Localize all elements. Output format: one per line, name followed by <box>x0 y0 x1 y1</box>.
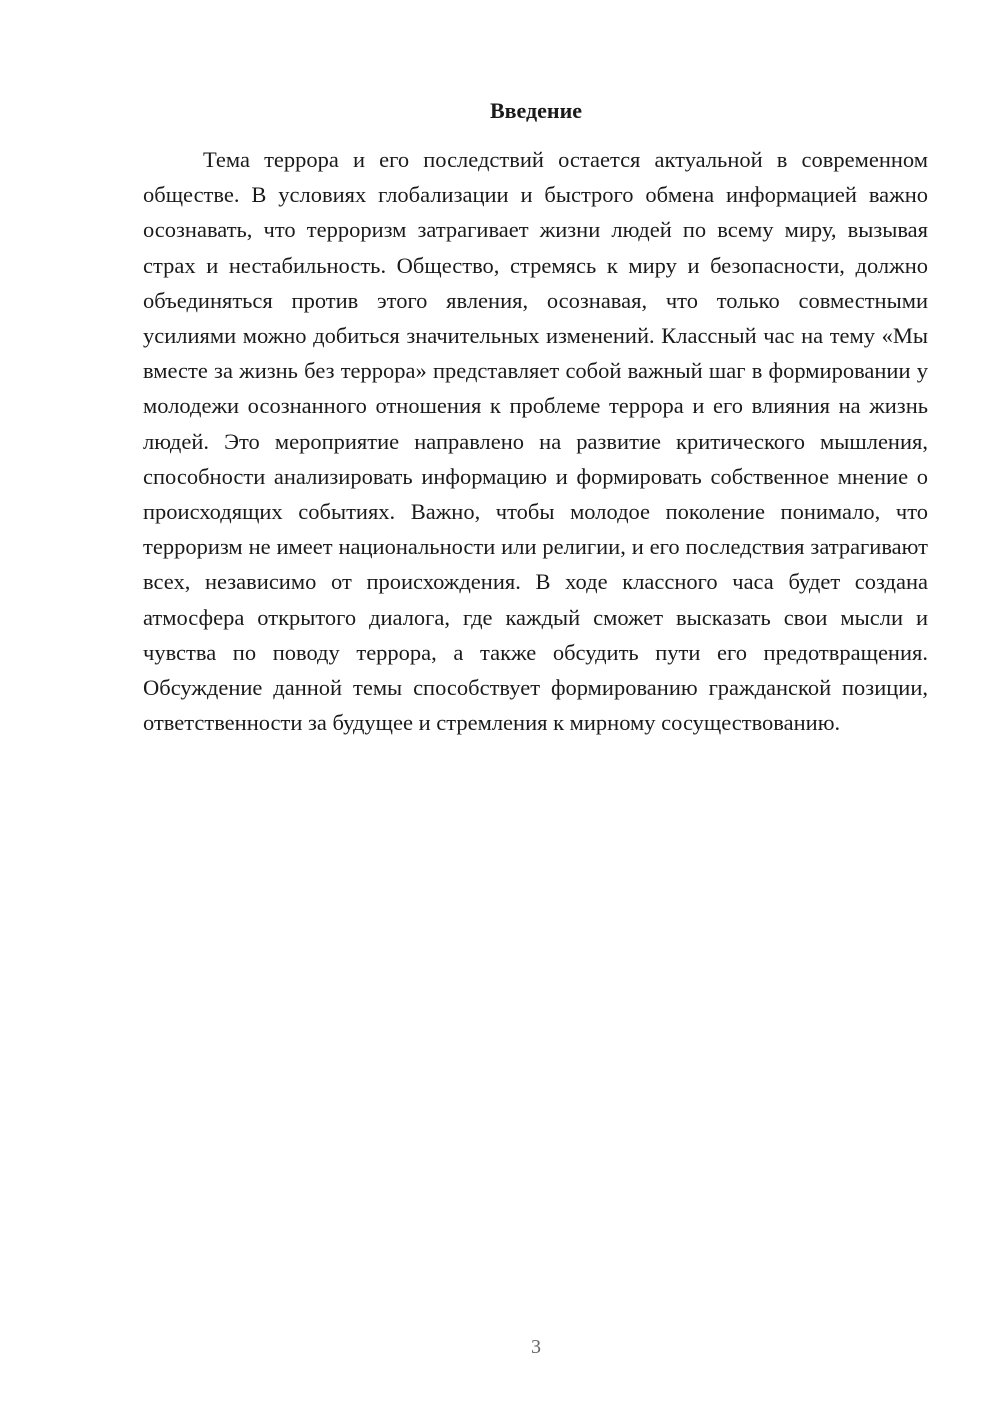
page-number: 3 <box>531 1336 541 1358</box>
section-heading: Введение <box>489 98 583 123</box>
body-paragraph: Тема террора и его последствий остается актуальной в современном обществе. В условиях глобализации и быстрого обмена информацией важно осознавать, что терроризм затрагивает жизни людей по всему миру, вызывая страх и нестабильность. Общество, стремясь к миру и безопасности, должно объединяться против этого явления, осознавая, что только совместными усилиями можно добиться значительных изменений. Классный час на тему «Мы вместе за жизнь без террора» представляет собой важный шаг в формировании у молодежи осознанного отношения к проблеме террора и его влияния на жизнь людей. Это мероприятие направлено на развитие критического мышления, способности анализировать информацию и формировать собственное мнение о происходящих событиях. Важно, чтобы молодое поколение понимало, что терроризм не имеет национальности или религии, и его последствия затрагивают всех, независимо от происхождения. В ходе классного часа будет создана атмосфера открытого диалога, где каждый сможет высказать свои мысли и чувства по поводу террора, а также обсудить пути его предотвращения. Обсуждение данной темы способствует формированию гражданской позиции, ответственности за будущее и стремления к мирному сосуществованию. <box>143 147 928 736</box>
